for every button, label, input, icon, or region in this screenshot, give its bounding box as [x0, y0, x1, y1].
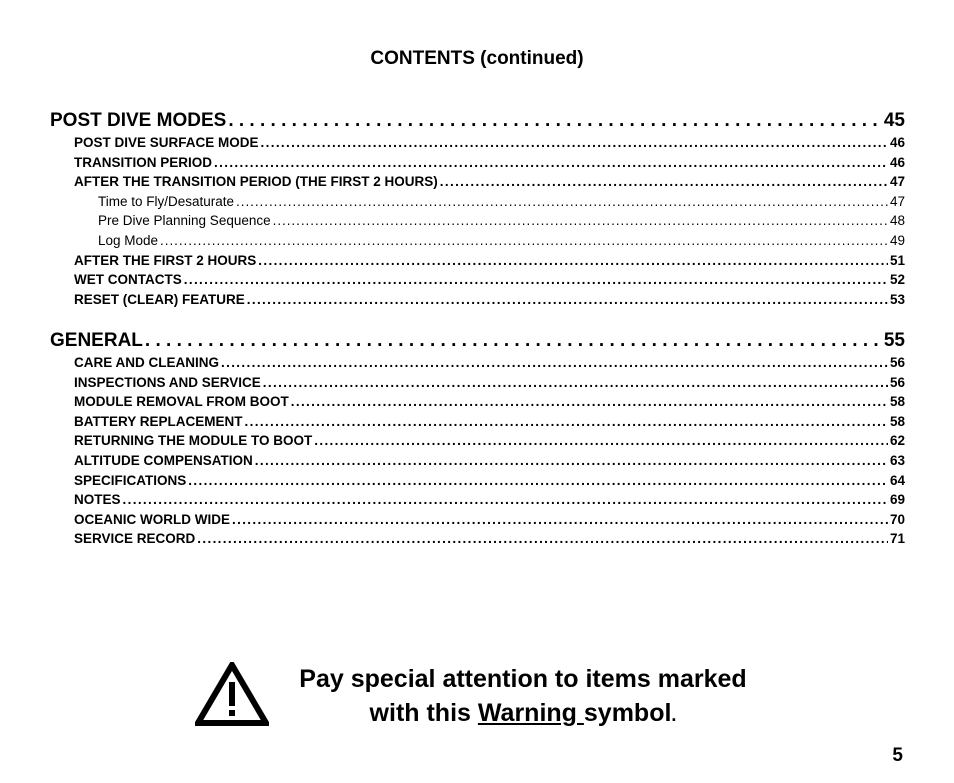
toc-entry-page: 71: [889, 531, 905, 547]
toc-entry-label: POST DIVE SURFACE MODE: [74, 135, 259, 150]
toc-entry-label: SERVICE RECORD: [74, 531, 196, 547]
dot-leader: [258, 251, 888, 271]
toc-entry[interactable]: [50, 471, 905, 491]
toc-entry[interactable]: [50, 251, 905, 271]
toc-entry-page: 46: [889, 154, 905, 170]
toc-subentry[interactable]: [50, 211, 905, 231]
toc-section-title: GENERAL: [50, 330, 143, 351]
toc-section-heading[interactable]: [50, 328, 905, 353]
warning-keyword: Warning: [477, 699, 584, 727]
warning-line-1: Pay special attention to items marked: [299, 665, 747, 693]
toc-entry-page: 70: [889, 511, 905, 527]
toc-entry[interactable]: [50, 451, 905, 471]
dot-leader: [255, 451, 888, 471]
toc-entry-label: SPECIFICATIONS: [74, 472, 187, 488]
dot-leader: [273, 211, 888, 231]
toc-entry[interactable]: [50, 529, 905, 549]
toc-subentry[interactable]: [50, 231, 905, 251]
toc-entry-label: OCEANIC WORLD WIDE: [74, 511, 230, 527]
toc-subentry-page: 48: [889, 213, 905, 229]
toc-subentry[interactable]: [50, 192, 905, 212]
toc-entry-label: NOTES: [74, 492, 121, 508]
toc-entry[interactable]: [50, 153, 905, 173]
dot-leader: [245, 412, 888, 432]
toc-entry[interactable]: [50, 373, 905, 393]
dot-leader: [228, 108, 882, 133]
dot-leader: [247, 290, 888, 310]
dot-leader: [197, 529, 888, 549]
toc-entry-page: 63: [889, 452, 905, 468]
toc-subentry-label: Time to Fly/Desaturate: [98, 193, 235, 209]
toc-section-page: 45: [883, 110, 905, 131]
toc-subentry-label: Log Mode: [98, 232, 159, 248]
toc-section-heading[interactable]: [50, 108, 905, 133]
toc-subentry-page: 47: [889, 193, 905, 209]
toc-entry[interactable]: [50, 172, 905, 192]
toc-entry[interactable]: [50, 353, 905, 373]
page-heading: CONTENTS (continued): [370, 48, 584, 69]
toc-entry-label: RESET (CLEAR) FEATURE: [74, 291, 245, 307]
dot-leader: [221, 353, 888, 373]
toc-entry-page: 62: [889, 433, 905, 449]
warning-message: [273, 662, 773, 732]
toc-section-page: 55: [883, 330, 905, 351]
toc-entry-page: 58: [889, 394, 905, 410]
toc-section-title: POST DIVE MODES: [50, 110, 227, 131]
dot-leader: [214, 153, 888, 173]
toc-entry[interactable]: [50, 431, 905, 451]
toc-entry-page: 52: [889, 272, 905, 288]
toc-entry-page: 56: [889, 355, 905, 370]
dot-leader: [145, 328, 882, 353]
toc-entry[interactable]: [50, 270, 905, 290]
page-number: 5: [892, 745, 903, 766]
toc-entry-label: INSPECTIONS AND SERVICE: [74, 374, 261, 390]
toc-entry[interactable]: [50, 490, 905, 510]
toc-entry-label: ALTITUDE COMPENSATION: [74, 452, 253, 468]
warning-line-2: [273, 696, 773, 732]
toc-entry-label: AFTER THE TRANSITION PERIOD (THE FIRST 2 HOURS): [74, 174, 438, 190]
toc-entry-label: MODULE REMOVAL FROM BOOT: [74, 394, 289, 410]
toc-entry-page: 53: [889, 291, 905, 307]
toc-entry[interactable]: [50, 133, 905, 153]
warning-line-2-end: symbol: [583, 699, 672, 727]
toc-entry-label: WET CONTACTS: [74, 272, 182, 288]
toc-entry-label: AFTER THE FIRST 2 HOURS: [74, 252, 257, 268]
dot-leader: [440, 172, 888, 192]
toc-section-post-dive-modes: [50, 108, 905, 309]
dot-leader: [314, 431, 888, 451]
warning-period: .: [671, 705, 677, 725]
toc-subentry-label: Pre Dive Planning Sequence: [98, 213, 271, 229]
dot-leader: [123, 490, 888, 510]
dot-leader: [236, 192, 888, 212]
toc-section-general: [50, 328, 905, 549]
toc-subentry-page: 49: [889, 232, 905, 248]
toc-entry-label: TRANSITION PERIOD: [74, 154, 213, 170]
warning-notice: [195, 662, 775, 732]
warning-triangle-icon: [195, 662, 269, 726]
dot-leader: [188, 471, 888, 491]
toc-entry-page: 47: [889, 174, 905, 190]
toc-entry[interactable]: [50, 290, 905, 310]
toc-entry-label: BATTERY REPLACEMENT: [74, 413, 243, 429]
dot-leader: [261, 133, 888, 153]
toc-entry-label: RETURNING THE MODULE TO BOOT: [74, 433, 313, 449]
dot-leader: [184, 270, 888, 290]
toc-entry-page: 51: [889, 252, 905, 268]
toc-entry-page: 69: [889, 492, 905, 508]
toc-entry[interactable]: [50, 412, 905, 432]
toc-entry-page: 64: [889, 472, 905, 488]
dot-leader: [263, 373, 888, 393]
toc-entry-page: 58: [889, 413, 905, 429]
dot-leader: [232, 510, 888, 530]
toc-entry[interactable]: [50, 510, 905, 530]
warning-line-2-start: with this: [369, 699, 478, 727]
toc-entry-label: CARE AND CLEANING: [74, 355, 219, 370]
toc-entry-page: 46: [889, 135, 905, 150]
toc-entry[interactable]: [50, 392, 905, 412]
toc-entry-page: 56: [889, 374, 905, 390]
dot-leader: [160, 231, 888, 251]
dot-leader: [291, 392, 888, 412]
